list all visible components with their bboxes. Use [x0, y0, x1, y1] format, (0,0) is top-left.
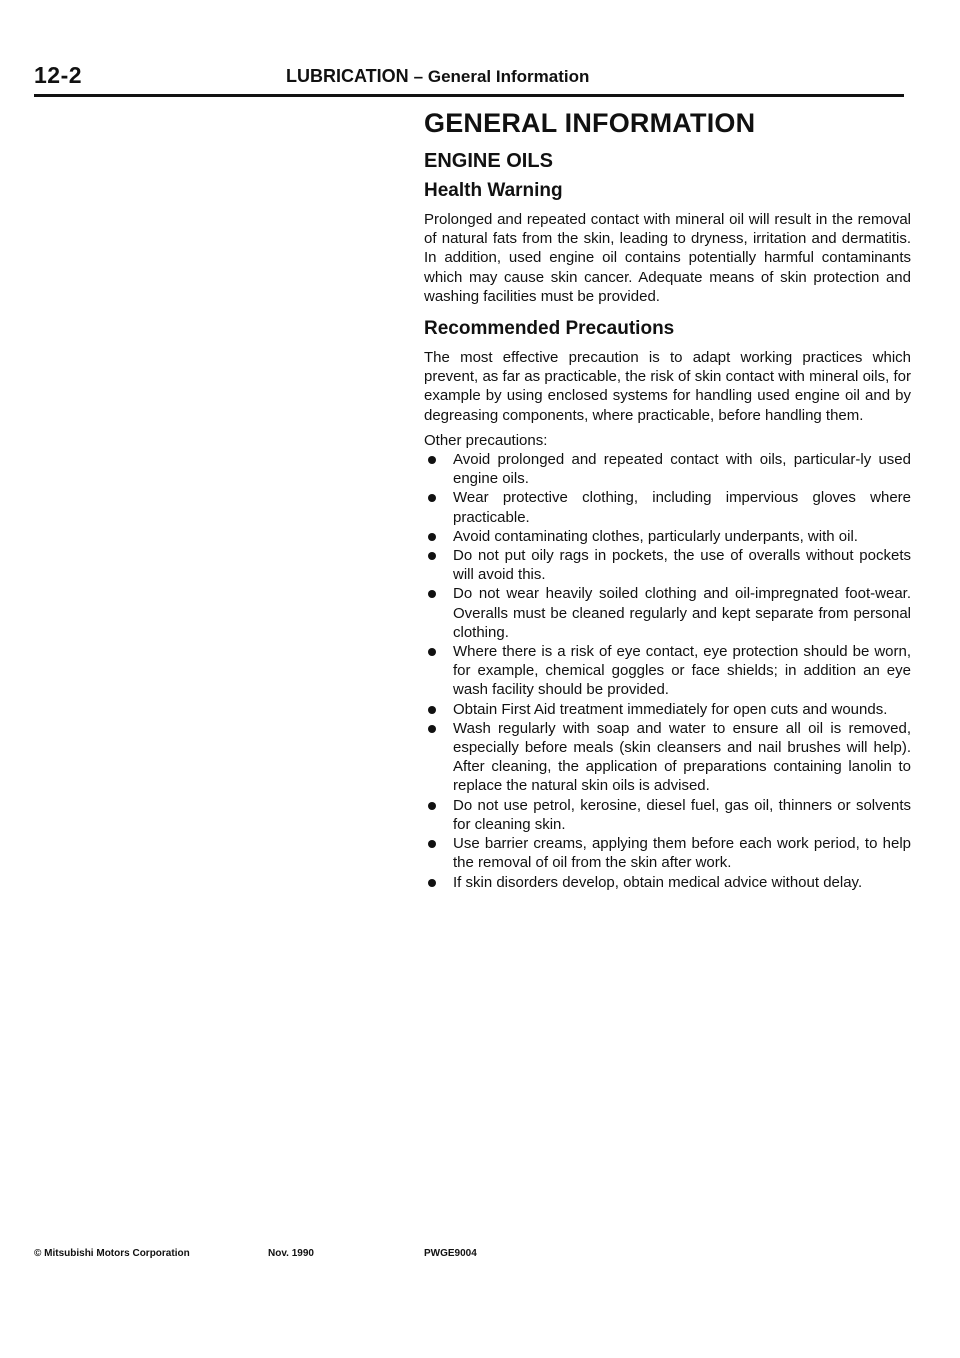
subsection-name: – General Information — [413, 67, 590, 86]
bullet-icon — [428, 802, 436, 810]
bullet-icon — [428, 533, 436, 541]
list-item-text: Use barrier creams, applying them before each work period, to help the removal of oil from the skin after work. — [453, 835, 911, 872]
list-item — [424, 873, 911, 892]
list-item — [424, 527, 911, 546]
precautions-text: The most effective precaution is to adapt working practices which prevent, as far as practicable, the risk of skin contact with mineral oils, for example by using enclosed systems for handling used engine oil and by degreasing components, where practicable, before handling them. — [424, 349, 911, 424]
list-item — [424, 719, 911, 796]
list-item-text: Do not put oily rags in pockets, the use of overalls without pockets will avoid this. — [453, 547, 911, 584]
other-precautions-label: Other precautions: — [424, 431, 548, 449]
section-name: LUBRICATION — [286, 66, 409, 86]
bullet-icon — [428, 590, 436, 598]
list-item-text: Do not wear heavily soiled clothing and oil-impregnated foot-wear. Overalls must be cleaned regularly and kept separate from personal clothing. — [453, 585, 911, 641]
footer-date: Nov. 1990 — [268, 1248, 314, 1259]
list-item — [424, 488, 911, 526]
list-item — [424, 796, 911, 834]
list-item — [424, 642, 911, 700]
list-item-text: Wear protective clothing, including impervious gloves where practicable. — [453, 489, 911, 526]
page-header — [34, 62, 904, 96]
list-item-text: Do not use petrol, kerosine, diesel fuel, gas oil, thinners or solvents for cleaning skin. — [453, 796, 911, 833]
engine-oils-heading: ENGINE OILS — [424, 150, 553, 172]
list-item-text: Wash regularly with soap and water to ensure all oil is removed, especially before meals (skin cleansers and nail brushes will help). After cleaning, the application of preparations containing lanolin to replace the natural skin oils is advised. — [453, 719, 911, 795]
main-content — [424, 106, 911, 892]
list-item-text: Where there is a risk of eye contact, eye protection should be worn, for example, chemical goggles or face shields; in addition an eye wash facility should be provided. — [453, 643, 911, 699]
list-item — [424, 584, 911, 642]
list-item — [424, 546, 911, 584]
bullet-icon — [428, 552, 436, 560]
list-item — [424, 700, 911, 719]
health-warning-text: Prolonged and repeated contact with mineral oil will result in the removal of natural fats from the skin, leading to dryness, irritation and dermatitis. In addition, used engine oil contains potentially harmful contaminants which may cause skin cancer. Adequate means of skin protection and washing facilities must be provided. — [424, 211, 911, 305]
list-item-text: If skin disorders develop, obtain medical advice without delay. — [453, 873, 863, 891]
bullet-icon — [428, 648, 436, 656]
bullet-icon — [428, 840, 436, 848]
list-item-text: Avoid prolonged and repeated contact with oils, particular-ly used engine oils. — [453, 451, 911, 488]
precautions-list — [424, 450, 911, 892]
bullet-icon — [428, 879, 436, 887]
bullet-icon — [428, 706, 436, 714]
list-item — [424, 834, 911, 872]
list-item-text: Avoid contaminating clothes, particularly underpants, with oil. — [453, 527, 858, 545]
footer-copyright: © Mitsubishi Motors Corporation — [34, 1248, 190, 1259]
health-warning-heading: Health Warning — [424, 180, 563, 201]
list-item — [424, 450, 911, 488]
bullet-icon — [428, 725, 436, 733]
footer-code: PWGE9004 — [424, 1248, 477, 1259]
page-title: GENERAL INFORMATION — [424, 108, 756, 138]
recommended-precautions-heading: Recommended Precautions — [424, 318, 675, 340]
header-rule — [34, 94, 904, 97]
bullet-icon — [428, 456, 436, 464]
section-title — [286, 66, 589, 87]
bullet-icon — [428, 494, 436, 502]
list-item-text: Obtain First Aid treatment immediately for open cuts and wounds. — [453, 700, 888, 718]
page-number: 12-2 — [34, 62, 83, 88]
